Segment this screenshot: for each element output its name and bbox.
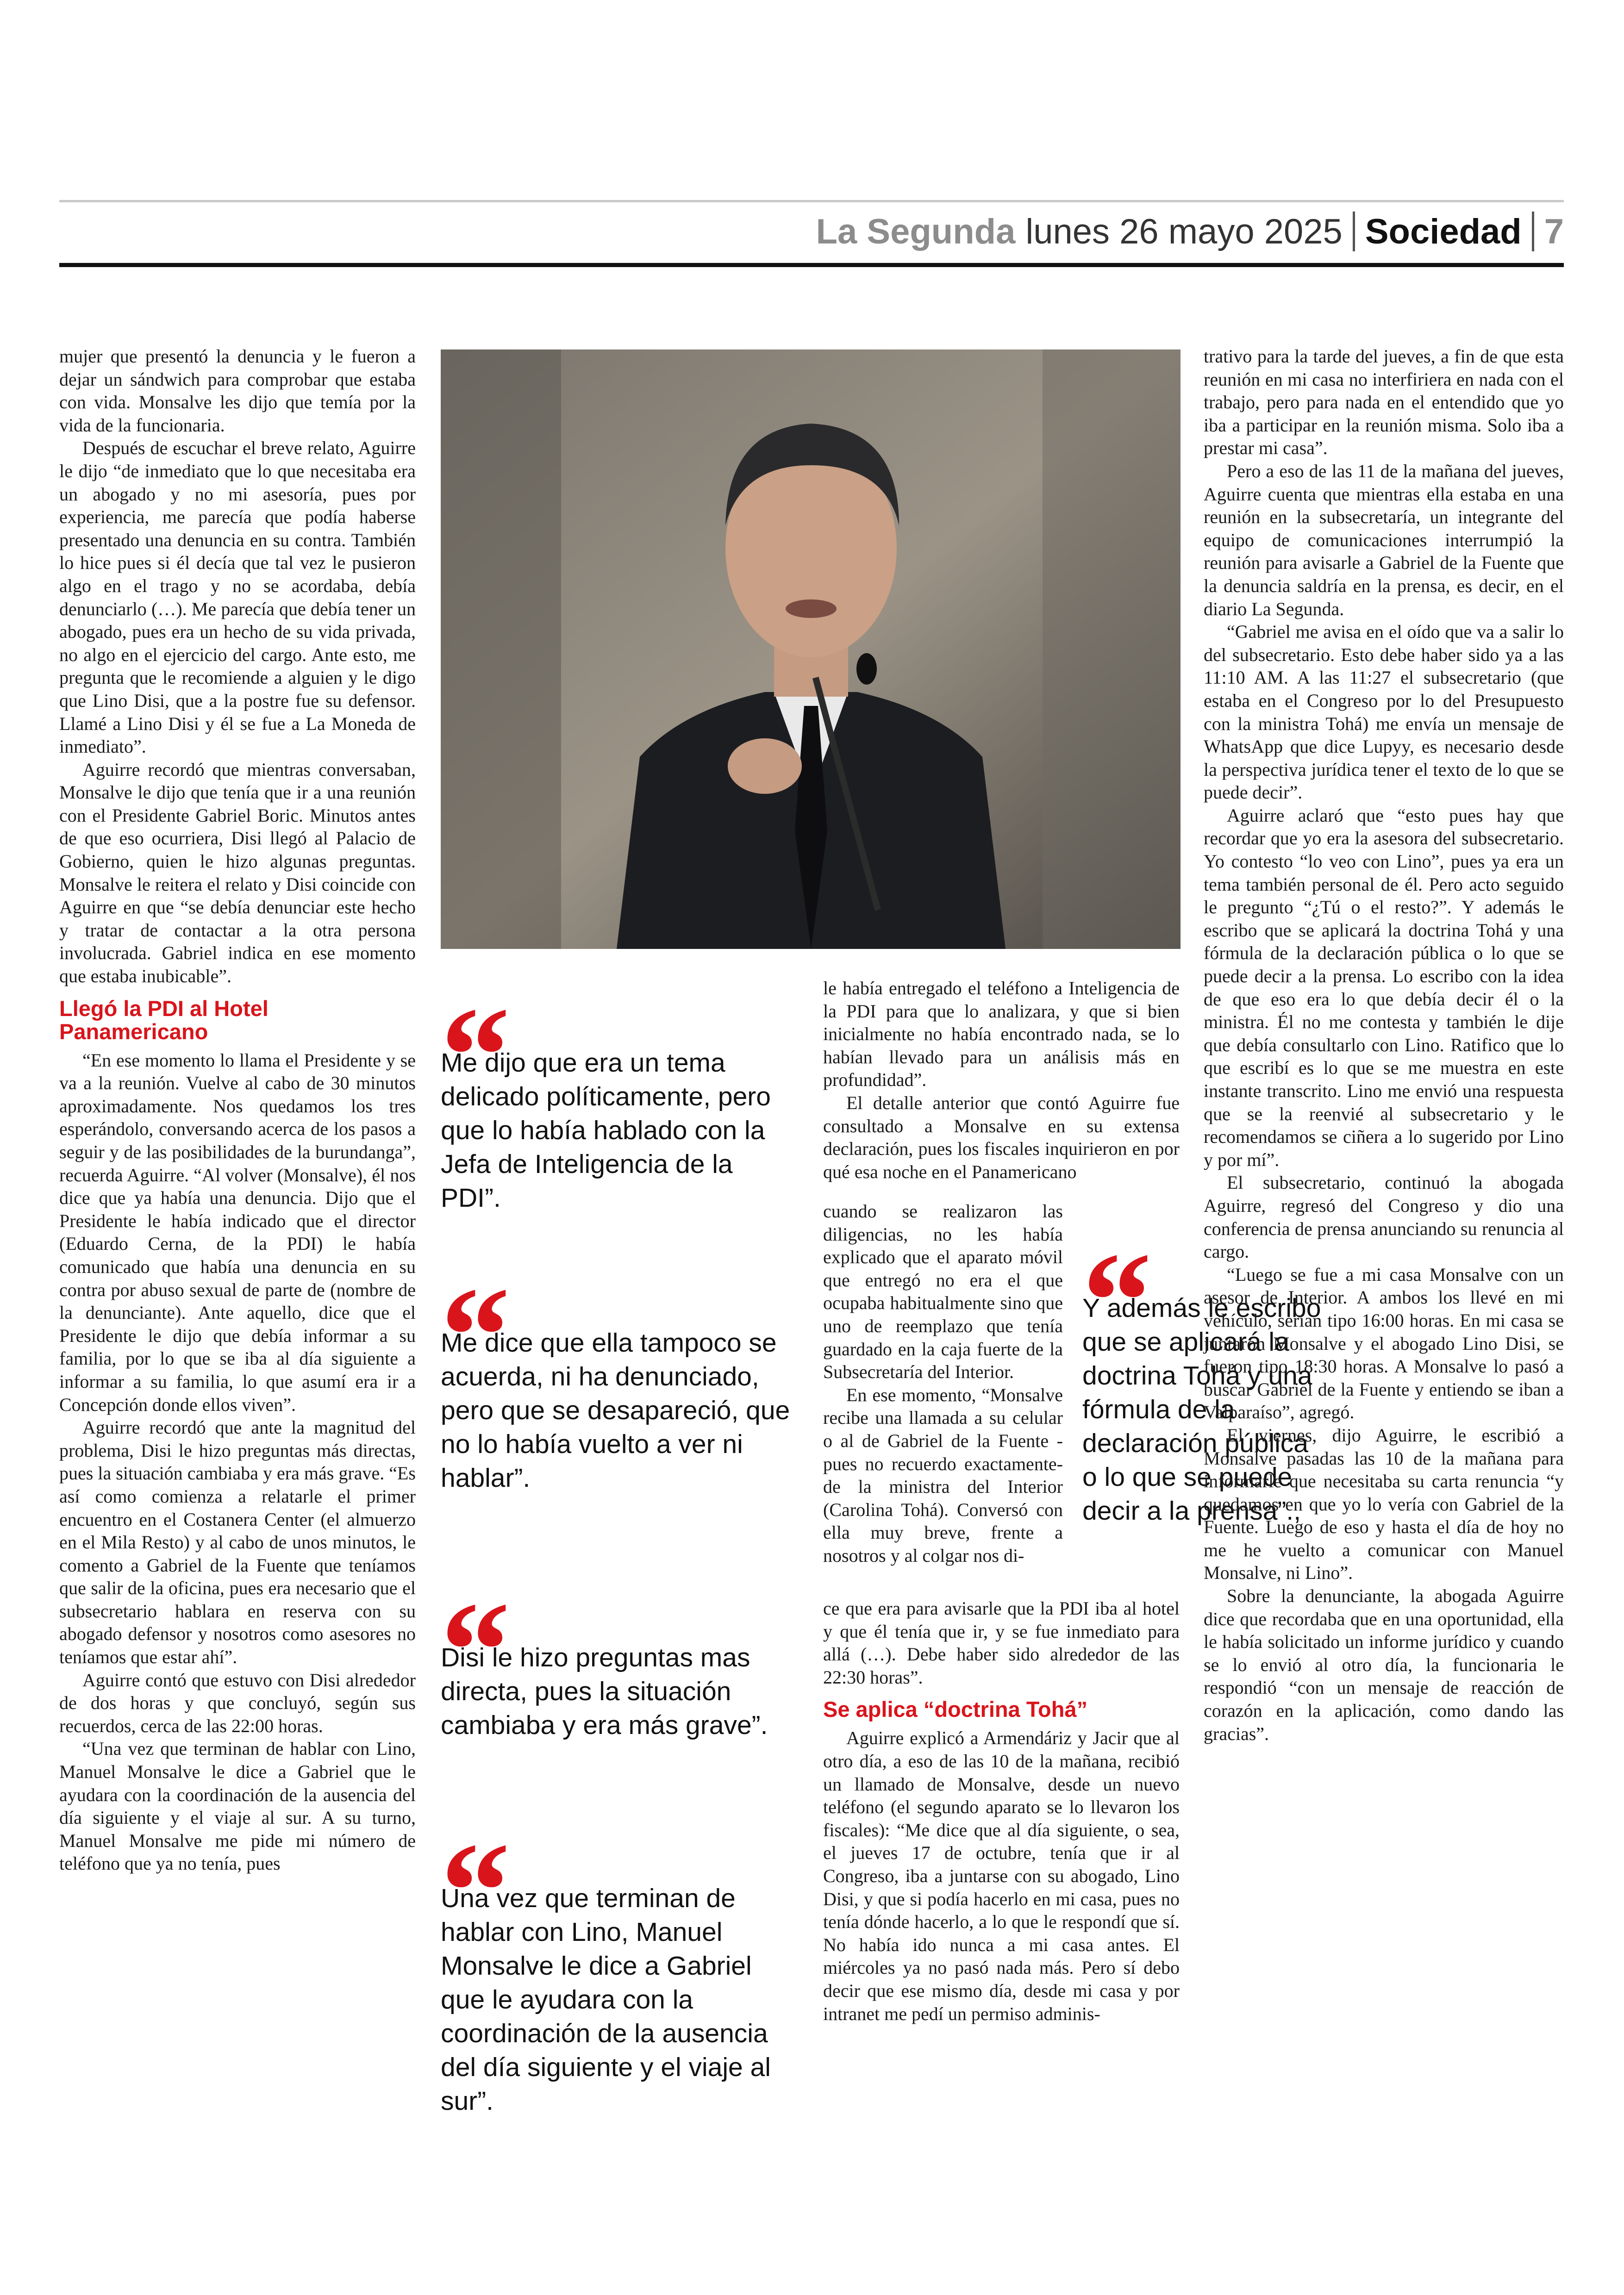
paragraph: Aguirre explicó a Armendáriz y Jacir que al otro día, a eso de las 10 de la mañana, recibió un llamado de Monsalve, desde un nuevo teléfono (el segundo aparato se lo llevaron los fiscales): “Me dice que al día siguiente, o sea, el jueves 17 de octubre, tenía que ir al Congreso, iba a juntarse con su abogado, Lino Disi, y que si podía hacerlo en mi casa, pues no tenía dónde hacerlo, a lo que le respondí que sí. No había ido nunca a mi casa antes. El miércoles ya no pasó nada más. Pero sí debo decir que ese mismo día, desde mi casa y por intranet me pedí un permiso adminis- xyxy=(823,1727,1180,2024)
section-name: Sociedad xyxy=(1365,212,1522,251)
quote-mark-icon: “ xyxy=(441,1573,501,1727)
pull-quote xyxy=(441,977,793,1215)
paragraph: “Luego se fue a mi casa Monsalve con un asesor de Interior. A ambos los llevé en mi vehículo, serían tipo 16:00 horas. En mi casa se juntaron Monsalve y el abogado Lino Disi, se fueron tipo 18:30 horas. A Monsalve lo pasó a buscar Gabriel de la Fuente y entiendo se iban a Valparaíso”, agregó. xyxy=(1204,1264,1564,1423)
pull-quote-text: Una vez que terminan de hablar con Lino, Manuel Monsalve le dice a Gabriel que le ayudara con la coordinación de la ausencia del día siguiente y el viaje al sur”. xyxy=(441,1883,771,2116)
paragraph: le había entregado el teléfono a Inteligencia de la PDI para que lo analizara, y que si bien inicialmente no había encontrado nada, se lo habían llevado para un análisis más en profundidad”. xyxy=(823,978,1180,1091)
paragraph: Aguirre recordó que mientras conversaban, Monsalve le dijo que tenía que ir a una reunión con el Presidente Gabriel Boric. Minutos antes de que eso ocurriera, Disi llegó al Palacio de Gobierno, quien le hizo algunas preguntas. Monsalve le reitera el relato y Disi coincide con Aguirre en que “se debía denunciar este hecho y tratar de contactar a la otra persona involucrada. Gabriel indica en ese momento que estaba inubicable”. xyxy=(59,759,416,987)
paragraph: Pero a eso de las 11 de la mañana del jueves, Aguirre cuenta que mientras ella estaba en una reunión en la subsecretaría, un integrante del equipo de comunicaciones interrumpió la reunión para avisarle a Gabriel de la Fuente que la denuncia saldría en la prensa, es decir, en el diario La Segunda. xyxy=(1204,460,1564,619)
quote-mark-icon: “ xyxy=(441,1259,501,1412)
pull-quote-text: Me dijo que era un tema delicado políticamente, pero que lo había hablado con la Jefa de Inteligencia de la PDI”. xyxy=(441,1048,771,1213)
article-column-4 xyxy=(1204,345,1564,1745)
header-bottom-rule xyxy=(59,263,1564,267)
pull-quote xyxy=(441,1257,793,1495)
paragraph: El subsecretario, continuó la abogada Aguirre, regresó del Congreso y dio una conferencia de prensa anunciando su renuncia al cargo. xyxy=(1204,1172,1564,1262)
issue-date: lunes 26 mayo 2025 xyxy=(1025,212,1343,251)
pull-quote-text: Me dice que ella tampoco se acuerda, ni ha denunciado, pero que se desapareció, que no lo había vuelto a ver ni hablar”. xyxy=(441,1328,790,1493)
paper-name: La Segunda xyxy=(816,212,1016,251)
paragraph: El viernes, dijo Aguirre, le escribió a Monsalve pasadas las 10 de la mañana para informarle que necesitaba su carta renuncia “y quedamos en que yo lo vería con Gabriel de la Fuente. Luego de eso y hasta el día de hoy no me he vuelto a comunicar con Manuel Monsalve, ni Lino”. xyxy=(1204,1424,1564,1584)
article-column-3-narrow xyxy=(823,1200,1063,1567)
paragraph: El detalle anterior que contó Aguirre fue consultado a Monsalve en su extensa declaración, pues los fiscales inquirieron en por qué esa noche en el Panamericano xyxy=(823,1092,1180,1182)
paragraph: trativo para la tarde del jueves, a fin de que esta reunión en mi casa no interfiriera en nada con el trabajo, pero para nada en el entendido que yo iba a participar en la reunión misma. Solo iba a prestar mi casa”. xyxy=(1204,346,1564,459)
paragraph: “En ese momento lo llama el Presidente y se va a la reunión. Vuelve al cabo de 30 minutos aproximadamente. Nos quedamos los tres esperándolo, conversando acerca de los pasos a seguir y de las posibilidades de la burundanga”, recuerda Aguirre. “Al volver (Monsalve), él nos dice que ya había una denuncia. Dijo que el Presidente le había indicado que el director (Eduardo Cerna, de la PDI) le había comunicado que había una denuncia en su contra por abuso sexual de parte de (nombre de la denunciante). Ante aquello, dice que el Presidente le dijo que debía informar a su familia, por lo que se iba al día siguiente a informar a su familia, lo que asumí era ir a Concepción donde ellos viven”. xyxy=(59,1049,416,1415)
paragraph: Aguirre aclaró que “esto pues hay que recordar que yo era la asesora del subsecretario. Yo contesto “lo veo con Lino”, pues ya era un tema también personal de él. Pero acto seguido le pregunto “¿Tú o el resto?”. Y además le escribo que se aplicará la doctrina Tohá y una fórmula de la declaración pública o lo que se puede decir a la prensa. Lo escribo con la idea de que eso era lo que debía decir él o la ministra. Él no me contesta y también le dije que debía consultarlo con Lino. Ratifico que lo que escribí es lo que se me muestra en este instante transcrito. Lino me envió una respuesta que se la reenvié al subsecretario y le recomendamos se ciñera a lo sugerido por Lino y por mí”. xyxy=(1204,804,1564,1170)
photo-illustration xyxy=(441,349,1181,949)
paragraph: Aguirre contó que estuvo con Disi alrededor de dos horas y que concluyó, según sus recuerdos, cerca de las 22:00 horas. xyxy=(59,1669,416,1736)
pull-quote xyxy=(441,1572,793,1742)
pull-quote-text: Y además le escribo que se aplicará la doctrina Tohá y una fórmula de la declaración pública o lo que se puede decir a la prensa”., xyxy=(1082,1293,1321,1526)
quote-mark-icon: “ xyxy=(1082,1224,1143,1378)
paragraph: Sobre la denunciante, la abogada Aguirre dice que recordaba que en una oportunidad, ella le había solicitado un informe jurídico y cuando se lo envió al otro día, la funcionaria le respondió “con un mensaje de reacción de corazón en la aplicación, como dando las gracias”. xyxy=(1204,1585,1564,1744)
article-column-3-lower xyxy=(823,1597,1180,2025)
paragraph: “Gabriel me avisa en el oído que va a salir lo del subsecretario. Esto debe haber sido ya a las 11:10 AM. A las 11:27 el subsecretario (que estaba en el Congreso por lo del Presupuesto con la ministra Tohá) me envía un mensaje de WhatsApp que dice Lupyy, es necesario desde la perspectiva jurídica tener el texto de lo que se puede decir”. xyxy=(1204,621,1564,803)
paragraph: mujer que presentó la denuncia y le fueron a dejar un sándwich para comprobar que estaba con vida. Monsalve les dijo que temía por la vida de la funcionaria. xyxy=(59,346,416,436)
article-column-3 xyxy=(823,977,1180,1183)
quote-mark-icon: “ xyxy=(441,979,501,1132)
subheading: Llegó la PDI al Hotel Panamericano xyxy=(59,996,269,1044)
article-column-1 xyxy=(59,345,416,1875)
paragraph: Después de escuchar el breve relato, Aguirre le dijo “de inmediato que lo que necesitaba era un abogado y no mi asesoría, pues por experiencia, me parecía que podía haberse presentado una denuncia en su contra. También lo hice pues si él decía que tal vez le pusieron algo en el trago y no se acordaba, debía denunciarlo (…). Me parecía que debía tener un abogado, pues era un hecho de su vida privada, no algo en el ejercicio del cargo. Ante esto, me pregunta que le recomiende a alguien y le digo que Lino Disi, que a la postre fue su defensor. Llamé a Lino Disi y él se fue a La Moneda de inmediato”. xyxy=(59,437,416,757)
subheading: Se aplica “doctrina Tohá” xyxy=(823,1697,1088,1722)
paragraph: cuando se realizaron las diligencias, no les había explicado que el aparato móvil que entregó no era el que ocupaba habitualmente sino que uno de reemplazo que tenía guardado en la caja fuerte de la Subsecretaría del Interior. xyxy=(823,1201,1063,1383)
pull-quote-text: Disi le hizo preguntas mas directa, pues la situación cambiaba y era más grave”. xyxy=(441,1643,768,1740)
paragraph: ce que era para avisarle que la PDI iba al hotel y que él tenía que ir, y se fue inmediato para allá (…). Debe haber sido alrededor de las 22:30 horas”. xyxy=(823,1598,1180,1688)
quote-mark-icon: “ xyxy=(441,1814,501,1968)
page-number: 7 xyxy=(1544,212,1564,251)
pull-quote xyxy=(441,1812,793,2118)
paragraph: Aguirre recordó que ante la magnitud del problema, Disi le hizo preguntas más directas, pues la situación cambiaba y era más grave. “Es así como comienza a relatarle el primer encuentro en el Costanera Center (el almuerzo en el Mila Resto) y al cabo de unos minutos, le comento a Gabriel de la Fuente que teníamos que salir de la oficina, pues era necesario que el subsecretario hablara en reserva con su abogado defensor y nosotros como asesores no teníamos que estar ahí”. xyxy=(59,1417,416,1668)
article-photo xyxy=(441,349,1181,949)
paragraph: En ese momento, “Monsalve recibe una llamada a su celular o al de Gabriel de la Fuente -pues no recuerdo exactamente- de la ministra del Interior (Carolina Tohá). Conversó con ella muy breve, frente a nosotros y al colgar nos di- xyxy=(823,1384,1063,1566)
header-top-rule xyxy=(59,200,1564,202)
masthead xyxy=(816,204,1564,259)
masthead-divider xyxy=(1353,212,1355,251)
masthead-divider xyxy=(1532,212,1534,251)
paragraph: “Una vez que terminan de hablar con Lino, Manuel Monsalve le dice a Gabriel que le ayudara con la coordinación de la ausencia del día siguiente y el viaje al sur. A su turno, Manuel Monsalve me pide mi número de teléfono que ya no tenía, pues xyxy=(59,1738,416,1874)
